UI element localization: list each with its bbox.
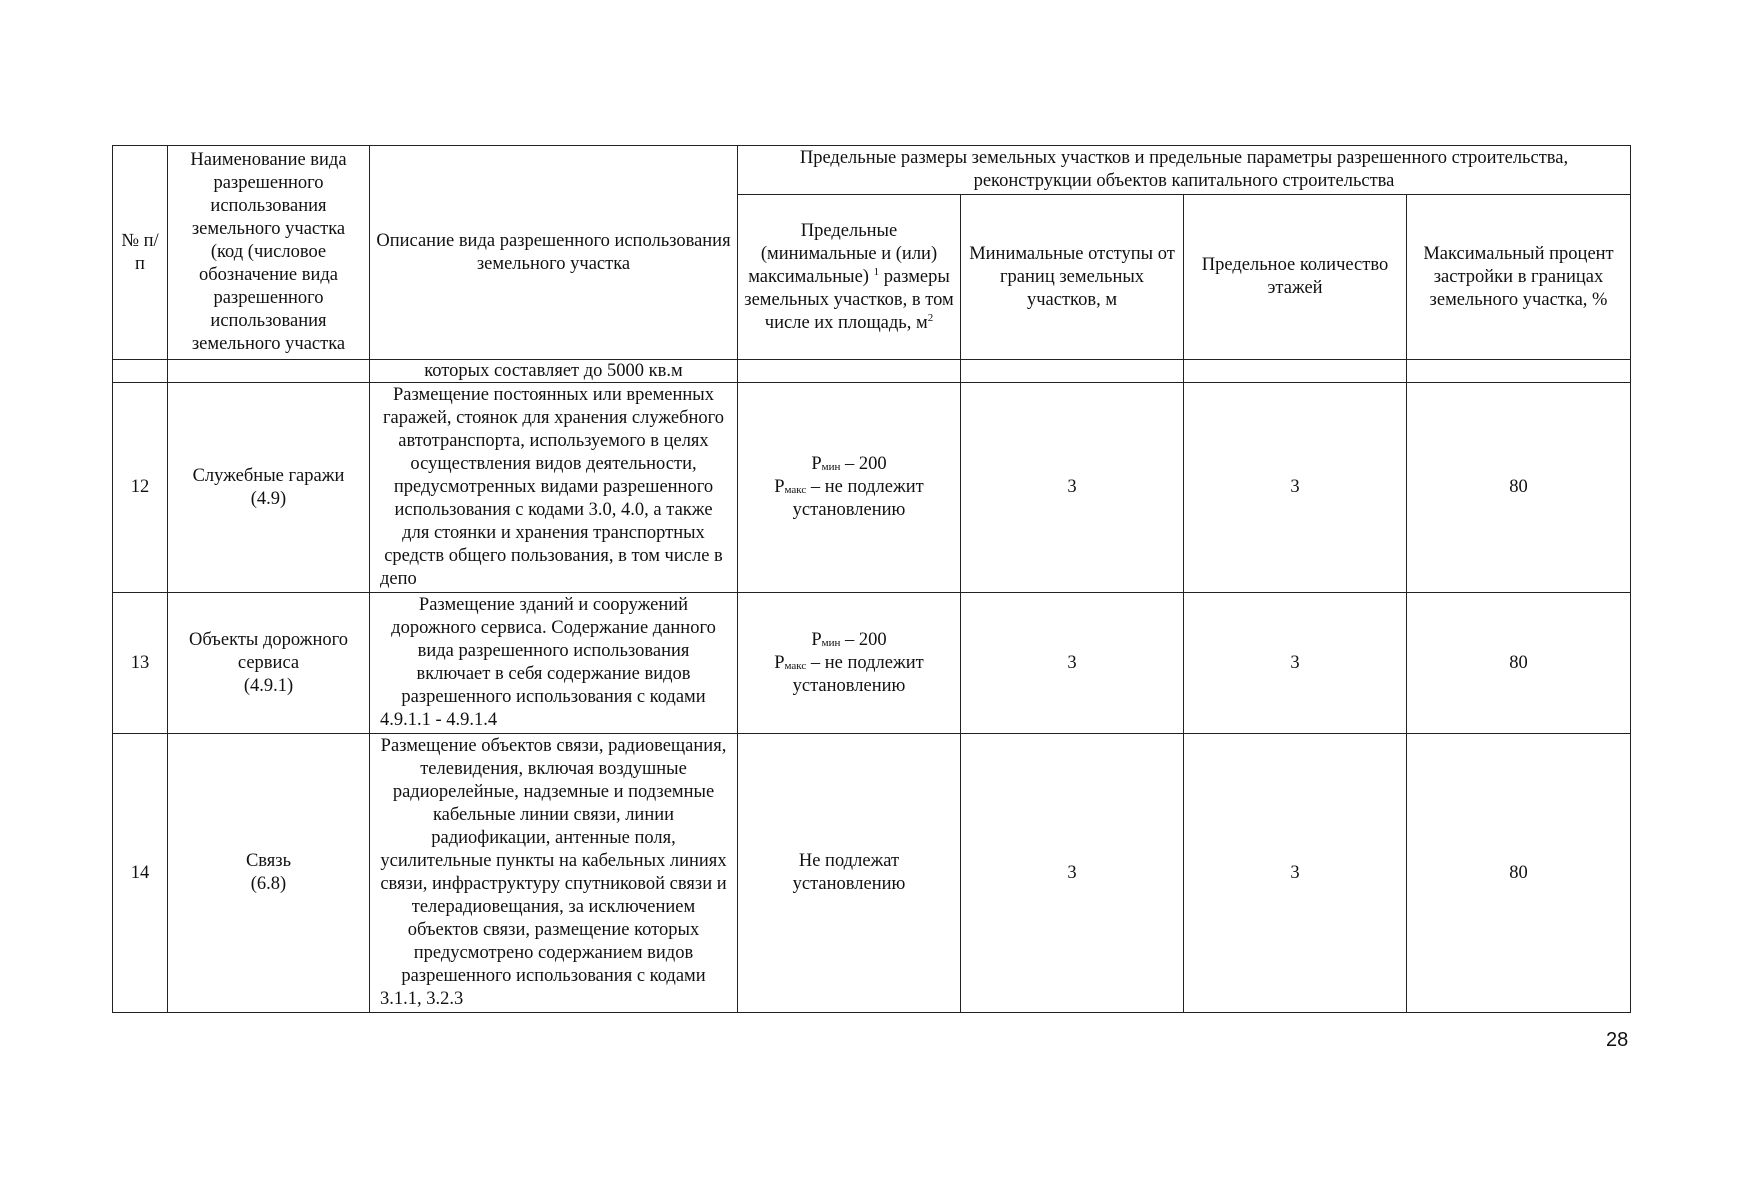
row-code: (4.9.1) — [243, 675, 294, 696]
cont-cell-floors — [1184, 360, 1407, 383]
row-size — [738, 383, 961, 593]
header-row-1 — [113, 146, 1631, 195]
row-size-min — [744, 453, 954, 476]
row-floors: 3 — [1184, 734, 1407, 1013]
p-min-letter: Р — [811, 629, 822, 650]
row-num: 12 — [113, 383, 168, 593]
header-description: Описание вида разрешенного использования земельного участка — [370, 146, 738, 360]
row-name — [168, 734, 370, 1013]
row-size — [738, 593, 961, 734]
row-code: (6.8) — [250, 874, 287, 894]
continuation-row — [113, 360, 1631, 383]
row-setback: 3 — [961, 593, 1184, 734]
row-description: Размещение объектов связи, радиовещания, телевидения, включая воздушные радиорелейные, надземные и подземные кабельные линии связи, линии радиофикации, антенные поля, усилительные пункты на кабельных линиях связи, инфраструктуру спутниковой связи и телерадиовещания, за исключением объектов связи, размещение которых предусмотрено содержанием видов разрешенного использования с кодами 3.1.1, 3.2.3 — [370, 734, 738, 1013]
row-num: 14 — [113, 734, 168, 1013]
cont-cell-name — [168, 360, 370, 383]
p-max-letter: Р — [774, 652, 785, 673]
header-floors: Предельное количество этажей — [1184, 195, 1407, 360]
row-code: (4.9) — [250, 488, 287, 509]
row-name — [168, 383, 370, 593]
row-coverage: 80 — [1407, 734, 1631, 1013]
page-number: 28 — [1606, 1029, 1629, 1051]
header-size-part1: Предельные (минимальные и (или) максимальные) — [748, 220, 938, 287]
row-floors: 3 — [1184, 593, 1407, 734]
header-size-part2: размеры земельных участков, в том числе их площадь, м — [744, 266, 954, 333]
footnote-marker-1: 1 — [873, 265, 880, 278]
row-size-max — [744, 476, 954, 522]
row-description: Размещение зданий и сооружений дорожного сервиса. Содержание данного вида разрешенного использования включает в себя содержание видов разрешенного использования с кодами 4.9.1.1 - 4.9.1.4 — [370, 593, 738, 734]
row-size-max — [744, 652, 954, 698]
p-max-value: – не подлежит установлению — [792, 652, 924, 696]
p-max-sub: макс — [784, 659, 807, 672]
cont-cell-num — [113, 360, 168, 383]
p-max-value: – не подлежит установлению — [792, 477, 924, 520]
row-coverage: 80 — [1407, 383, 1631, 593]
row-name-text: Служебные гаражи — [192, 465, 345, 486]
header-num: № п/п — [113, 146, 168, 360]
row-name-text: Объекты дорожного сервиса — [189, 629, 348, 673]
row-name-text: Связь — [245, 851, 292, 871]
cont-cell-coverage — [1407, 360, 1631, 383]
row-num: 13 — [113, 593, 168, 734]
header-name: Наименование вида разрешенного использования земельного участка (код (числовое обозначение вида разрешенного использования земельного участка — [168, 146, 370, 360]
row-setback: 3 — [961, 383, 1184, 593]
p-min-sub: мин — [821, 636, 841, 649]
p-min-letter: Р — [811, 454, 822, 474]
table-row — [113, 734, 1631, 1013]
row-description: Размещение постоянных или временных гаражей, стоянок для хранения служебного автотранспорта, используемого в целях осуществления видов деятельности, предусмотренных видами разрешенного использования с кодами 3.0, 4.0, а также для стоянки и хранения транспортных средств общего пользования, в том числе в депо — [370, 383, 738, 593]
cont-description: которых составляет до 5000 кв.м — [370, 360, 738, 383]
p-min-value: – 200 — [840, 454, 887, 474]
header-setback: Минимальные отступы от границ земельных участков, м — [961, 195, 1184, 360]
cont-cell-setback — [961, 360, 1184, 383]
row-floors: 3 — [1184, 383, 1407, 593]
table-row — [113, 593, 1631, 734]
row-size-min — [744, 629, 954, 652]
p-min-value: – 200 — [840, 629, 887, 650]
p-max-sub: макс — [784, 484, 807, 496]
p-max-letter: Р — [774, 477, 785, 497]
header-size — [738, 195, 961, 360]
cont-cell-size — [738, 360, 961, 383]
header-limits-group: Предельные размеры земельных участков и предельные параметры разрешенного строительства, реконструкции объектов капитального строительства — [738, 146, 1631, 195]
row-coverage: 80 — [1407, 593, 1631, 734]
header-coverage: Максимальный процент застройки в границах земельного участка, % — [1407, 195, 1631, 360]
row-size: Не подлежат установлению — [738, 734, 961, 1013]
row-name — [168, 593, 370, 734]
p-min-sub: мин — [821, 461, 841, 473]
table-row — [113, 383, 1631, 593]
squared-marker: 2 — [927, 311, 934, 324]
row-setback: 3 — [961, 734, 1184, 1013]
zoning-parameters-table — [112, 145, 1631, 1013]
